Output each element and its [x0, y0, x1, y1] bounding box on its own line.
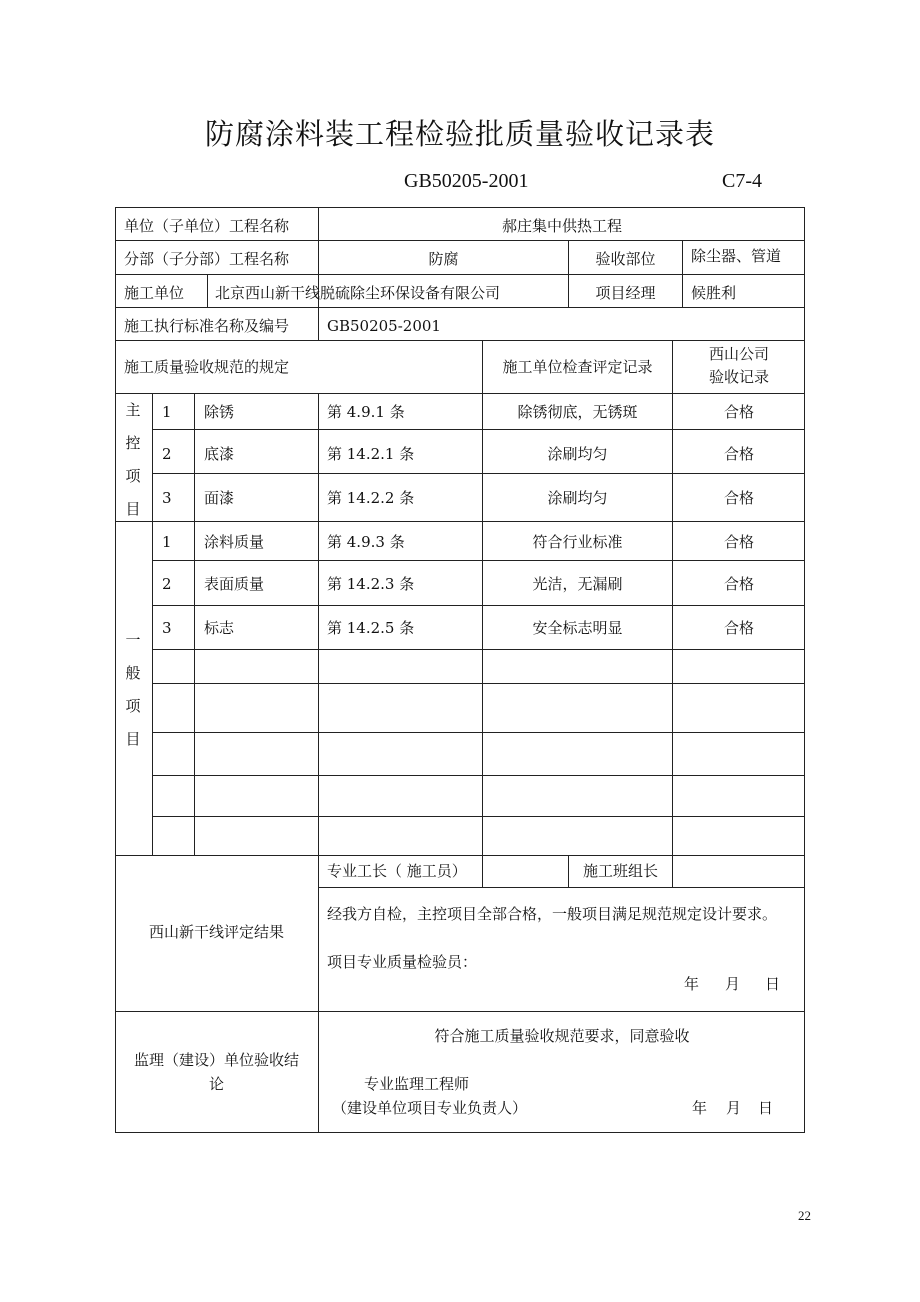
evaluation-label: 西山新干线评定结果: [148, 923, 284, 941]
supervision-label-line1: 监理（建设）单位验收结: [133, 1051, 299, 1069]
standard-label: 施工执行标准名称及编号: [124, 317, 290, 335]
unit-project-value: 郝庄集中供热工程: [501, 217, 622, 235]
form-title: 防腐涂料装工程检验批质量验收记录表: [204, 117, 715, 151]
division-label: 分部（子分部）工程名称: [124, 250, 290, 268]
standard-code: GB50205-2001: [404, 170, 529, 192]
item-record: 符合行业标准: [532, 533, 623, 551]
main-group-char: 控: [125, 434, 141, 452]
general-group-char: 项: [125, 697, 141, 715]
supervision-label-line2: 论: [208, 1075, 224, 1093]
evaluation-date-year: 年: [684, 975, 700, 993]
item-name: 表面质量: [204, 575, 265, 593]
evaluation-statement: 经我方自检，主控项目全部合格，一般项目满足规范规定设计要求。: [327, 905, 778, 923]
item-number: 2: [162, 445, 172, 463]
main-group-char: 项: [125, 467, 141, 485]
manager-label: 项目经理: [595, 284, 656, 302]
item-number: 3: [162, 619, 172, 637]
item-name: 面漆: [204, 489, 235, 507]
standard-value: GB50205-2001: [327, 317, 441, 335]
item-name: 标志: [204, 619, 235, 637]
item-name: 涂料质量: [204, 533, 265, 551]
general-group-char: 目: [125, 730, 141, 748]
item-number: 2: [162, 575, 172, 593]
item-name: 除锈: [204, 403, 235, 421]
supervision-statement: 符合施工质量验收规范要求，同意验收: [434, 1027, 690, 1045]
general-items-group-label: [116, 624, 150, 756]
item-record: 涂刷均匀: [547, 489, 608, 507]
division-value: 防腐: [428, 250, 459, 268]
contractor-label: 施工单位: [124, 284, 185, 302]
item-result: 合格: [723, 445, 754, 463]
item-number: 1: [162, 533, 172, 551]
supervision-date-month: 月: [726, 1099, 742, 1117]
main-group-char: 目: [125, 500, 141, 518]
accept-column-header-line1: 西山公司: [708, 345, 769, 363]
item-clause: 第 4.9.3 条: [327, 533, 405, 551]
main-group-char: 主: [125, 401, 141, 419]
evaluation-date-month: 月: [725, 975, 741, 993]
main-items-group-label: [116, 394, 150, 526]
unit-project-label: 单位（子单位）工程名称: [124, 217, 290, 235]
item-number: 3: [162, 489, 172, 507]
page-number: 22: [798, 1208, 811, 1223]
item-clause: 第 14.2.5 条: [327, 619, 415, 637]
form-code: C7-4: [722, 170, 762, 192]
item-record: 涂刷均匀: [547, 445, 608, 463]
general-group-char: 一: [125, 631, 141, 649]
item-record: 安全标志明显: [532, 619, 623, 637]
item-result: 合格: [723, 533, 754, 551]
spec-column-header: 施工质量验收规范的规定: [124, 358, 290, 376]
team-leader-label: 施工班组长: [582, 862, 658, 880]
item-clause: 第 14.2.3 条: [327, 575, 415, 593]
contractor-value: 北京西山新干线脱硫除尘环保设备有限公司: [215, 284, 501, 302]
supervision-engineer-label: 专业监理工程师: [364, 1075, 470, 1093]
item-clause: 第 14.2.1 条: [327, 445, 415, 463]
foreman-label: 专业工长（ 施工员）: [327, 862, 467, 880]
supervision-date-day: 日: [758, 1099, 774, 1117]
item-number: 1: [162, 403, 172, 421]
item-result: 合格: [723, 575, 754, 593]
inspection-record-table: [115, 207, 805, 1133]
manager-value: 候胜利: [691, 284, 737, 302]
item-name: 底漆: [204, 445, 235, 463]
supervision-owner-label: （建设单位项目专业负责人）: [332, 1099, 528, 1117]
item-clause: 第 4.9.1 条: [327, 403, 405, 421]
accept-column-header-line2: 验收记录: [708, 368, 769, 386]
item-result: 合格: [723, 403, 754, 421]
inspection-part-label: 验收部位: [595, 250, 656, 268]
inspection-part-value: 除尘器、管道: [691, 247, 782, 265]
item-result: 合格: [723, 619, 754, 637]
inspector-label: 项目专业质量检验员：: [327, 953, 478, 971]
evaluation-date-day: 日: [765, 975, 781, 993]
supervision-date-year: 年: [692, 1099, 708, 1117]
check-column-header: 施工单位检查评定记录: [502, 358, 653, 376]
item-clause: 第 14.2.2 条: [327, 489, 415, 507]
item-record: 除锈彻底，无锈斑: [517, 403, 638, 421]
item-result: 合格: [723, 489, 754, 507]
item-record: 光洁，无漏刷: [532, 575, 623, 593]
general-group-char: 般: [125, 664, 141, 682]
